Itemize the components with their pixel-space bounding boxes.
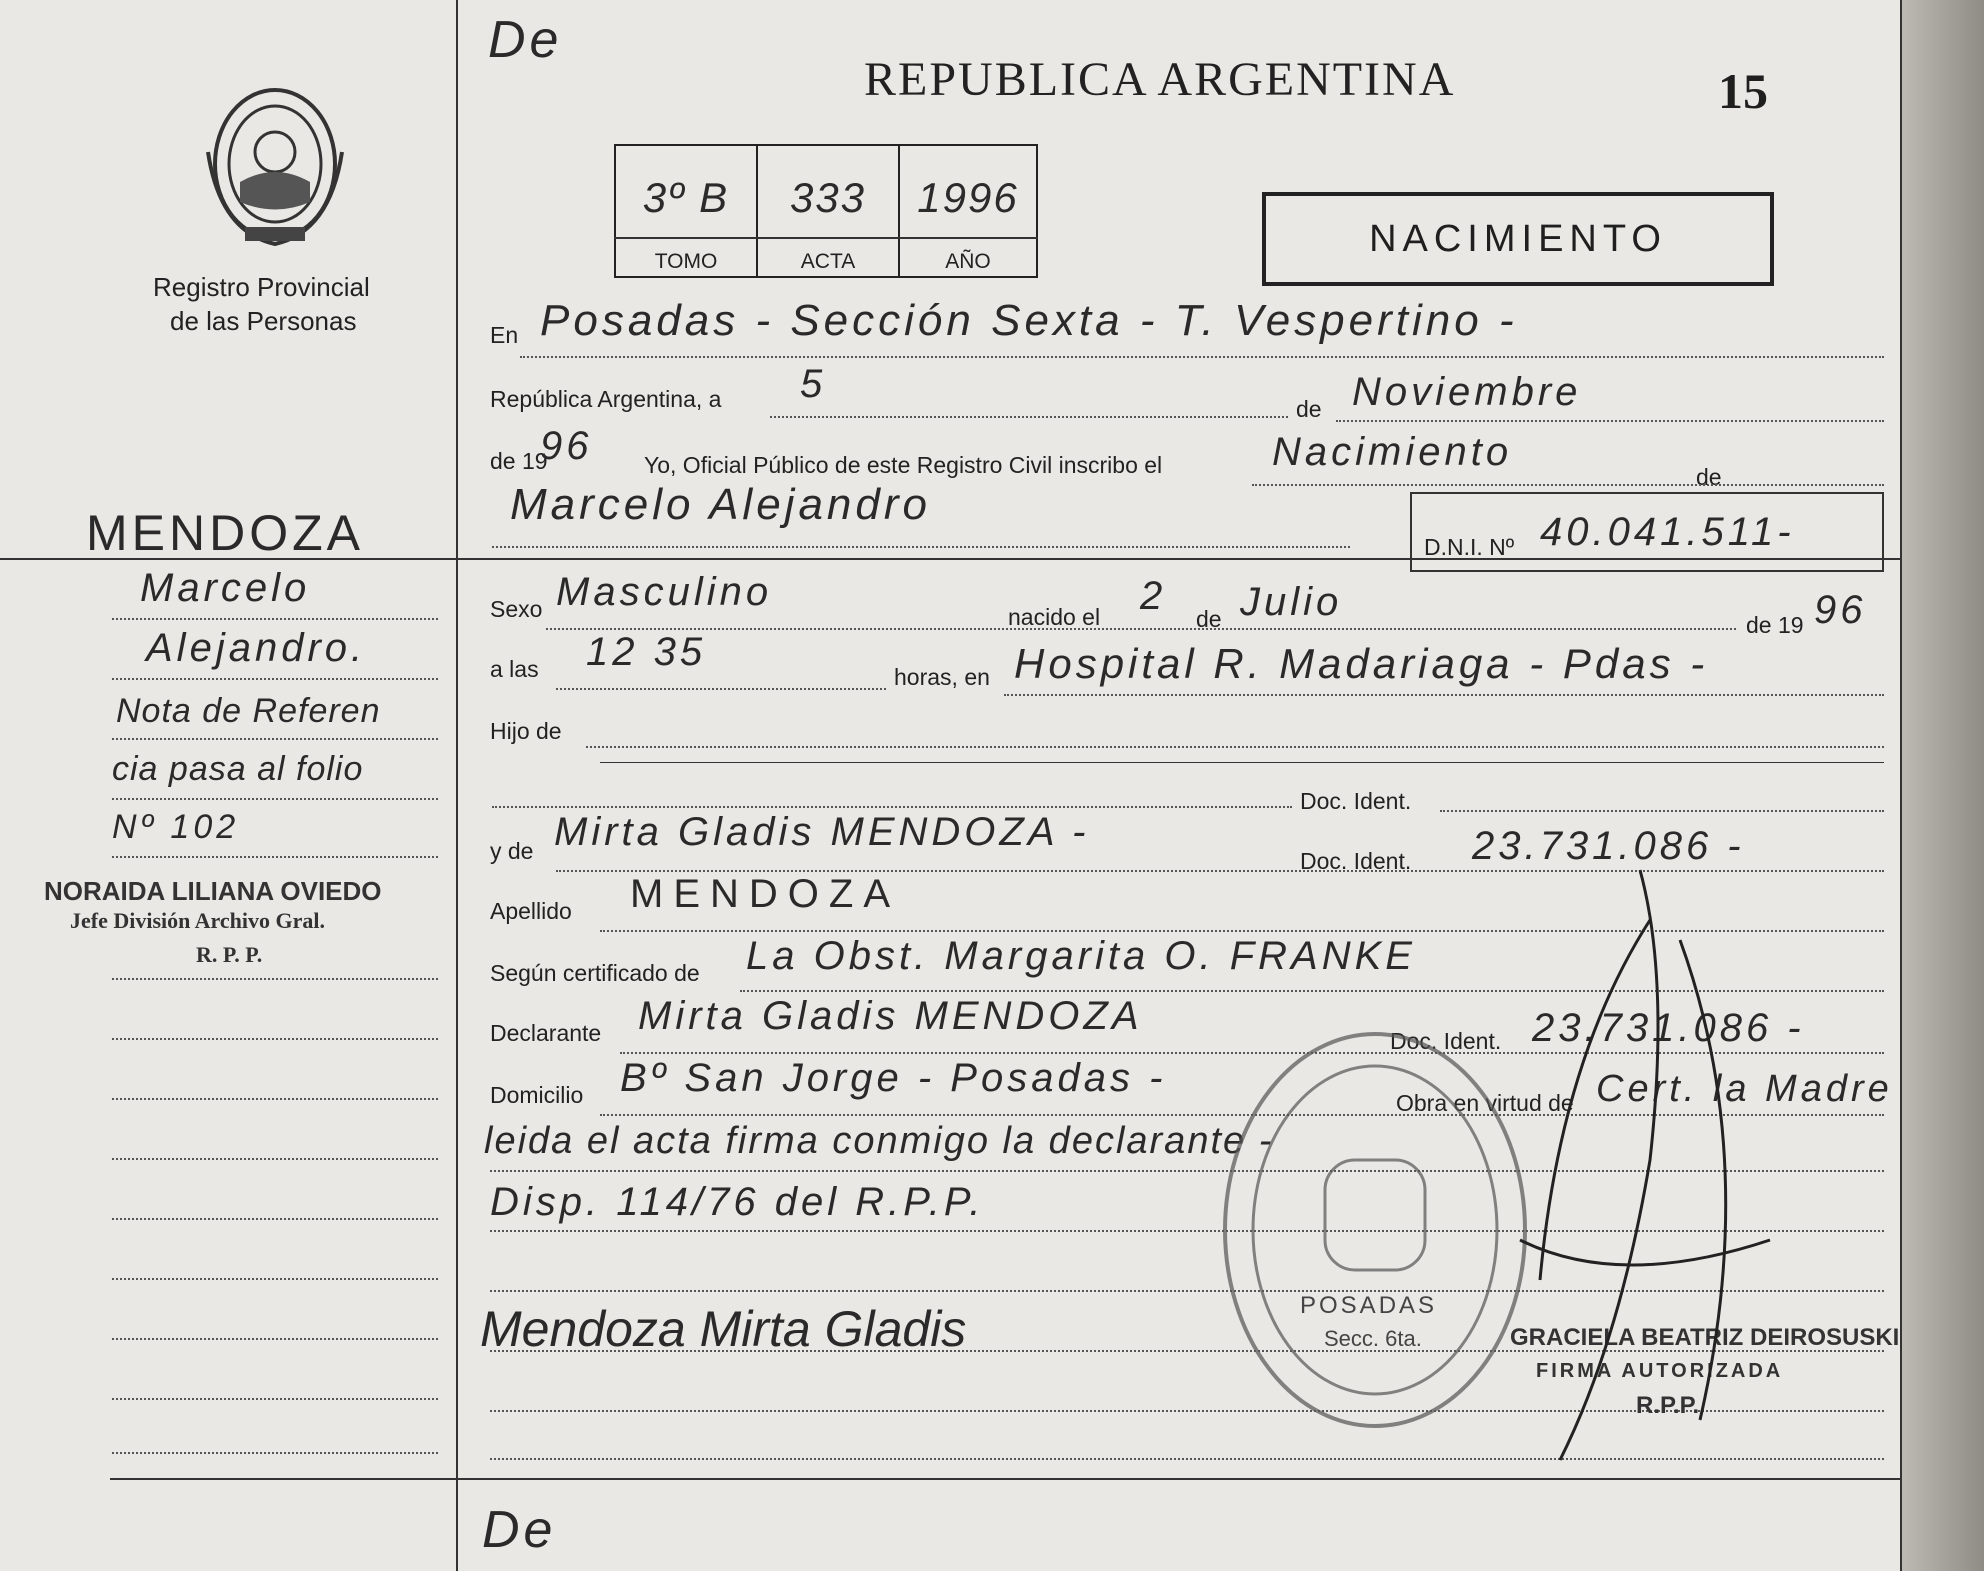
sidebar-line (112, 978, 438, 980)
birth-day-value: 2 (1140, 574, 1167, 618)
sidebar-note-1: Nota de Referen (116, 692, 381, 730)
doc-ident-label-2: Doc. Ident. (1300, 848, 1412, 874)
form-note-2: Disp. 114/76 del R.P.P. (490, 1180, 985, 1224)
apellido-value: MENDOZA (630, 872, 900, 916)
sidebar-line (112, 1038, 438, 1040)
declarante-doc-value: 23.731.086 - (1532, 1006, 1805, 1050)
hijo-line (586, 746, 1884, 748)
de19-label: de 19 (490, 448, 548, 474)
birth-year-value: 96 (1814, 588, 1867, 632)
domicilio-label: Domicilio (490, 1082, 584, 1108)
right-border (1900, 0, 1902, 1571)
stamp-section: Secc. 6ta. (1324, 1326, 1422, 1351)
sidebar-line (112, 618, 438, 620)
declarante-label: Declarante (490, 1020, 602, 1046)
en-value: Posadas - Sección Sexta - T. Vespertino - (540, 296, 1518, 345)
sidebar-line (112, 1452, 438, 1454)
sidebar-line (112, 1338, 438, 1340)
corner-mark-top: De (488, 11, 563, 69)
sidebar-line (112, 1098, 438, 1100)
horas-label: horas, en (894, 664, 990, 690)
domicilio-value: Bº San Jorge - Posadas - (620, 1056, 1167, 1100)
sidebar-official-org: R. P. P. (196, 942, 263, 967)
de-label: de (1296, 396, 1322, 422)
father-line (492, 806, 1292, 808)
record-type-label: NACIMIENTO (1369, 217, 1667, 260)
de19-label-2: de 19 (1746, 612, 1804, 638)
en-label: En (490, 322, 519, 348)
month-value: Noviembre (1352, 370, 1582, 414)
official-stamp-name: GRACIELA BEATRIZ DEIROSUSKI (1510, 1324, 1900, 1351)
nacido-label: nacido el (1008, 604, 1101, 630)
sexo-label: Sexo (490, 596, 543, 622)
acta-value: 333 (789, 174, 867, 221)
obra-label: Obra en virtud de (1396, 1090, 1574, 1116)
obra-value: Cert. la Madre (1596, 1068, 1893, 1110)
doc-ident-label-3: Doc. Ident. (1390, 1028, 1502, 1054)
en-line (520, 356, 1884, 358)
institution-line-2: de las Personas (170, 306, 357, 336)
republica-label: República Argentina, a (490, 386, 722, 412)
mother-doc-value: 23.731.086 - (1472, 824, 1745, 868)
sidebar-note-3: Nº 102 (112, 808, 240, 846)
birth-month-value: Julio (1240, 580, 1343, 624)
page-edge-shadow (1902, 0, 1984, 1571)
mother-value: Mirta Gladis MENDOZA - (554, 810, 1090, 854)
province-seal-icon (200, 82, 350, 252)
sidebar-line (112, 1158, 438, 1160)
yo-label: Yo, Oficial Público de este Registro Civil inscribo el (644, 452, 1163, 478)
tomo-label: TOMO (654, 250, 718, 273)
place-value: Hospital R. Madariaga - Pdas - (1014, 640, 1709, 687)
place-line (1004, 694, 1884, 696)
sidebar-line (112, 1218, 438, 1220)
dni-label: D.N.I. Nº (1424, 534, 1515, 560)
declarante-signature: Mendoza Mirta Gladis (480, 1301, 967, 1357)
form-note-1: leida el acta firma conmigo la declarante - (484, 1120, 1274, 1162)
name-line (492, 546, 1350, 548)
yde-label: y de (490, 838, 534, 864)
sidebar-note-2: cia pasa al folio (112, 750, 364, 788)
page-number: 15 (1718, 63, 1768, 119)
hijo-label: Hijo de (490, 718, 562, 744)
ano-value: 1996 (917, 174, 1019, 221)
de-label-2: de (1696, 464, 1722, 490)
day-value: 5 (800, 362, 827, 406)
hijo-blank-line (600, 762, 1884, 763)
father-doc-line (1440, 810, 1884, 812)
sexo-value: Masculino (556, 570, 773, 614)
sidebar-surname: MENDOZA (86, 505, 364, 561)
sexo-line (546, 628, 1736, 630)
official-signature-icon (1500, 860, 1800, 1480)
hour-value: 12 35 (586, 630, 707, 674)
country-title: REPUBLICA ARGENTINA (864, 53, 1456, 106)
sidebar-given-name-1: Marcelo (140, 566, 311, 610)
sidebar-given-name-2: Alejandro. (146, 626, 367, 670)
hour-line (556, 688, 886, 690)
sidebar-line (112, 738, 438, 740)
acta-label: ACTA (800, 250, 856, 273)
year-value: 96 (540, 424, 593, 468)
left-column-divider (456, 0, 458, 1571)
record-type-box (1262, 192, 1774, 286)
sidebar-official-name: NORAIDA LILIANA OVIEDO (44, 876, 382, 906)
official-stamp-title: FIRMA AUTORIZADA (1536, 1360, 1784, 1382)
ano-label: AÑO (945, 250, 991, 273)
institution-line-1: Registro Provincial (153, 272, 370, 302)
official-round-stamp-icon (1210, 1020, 1540, 1440)
stamp-city: POSADAS (1300, 1292, 1438, 1319)
de-label-3: de (1196, 606, 1222, 632)
sidebar-line (112, 798, 438, 800)
record-box-divider (614, 237, 1038, 239)
dni-value: 40.041.511- (1540, 510, 1795, 554)
segun-value: La Obst. Margarita O. FRANKE (746, 934, 1416, 978)
segun-label: Según certificado de (490, 960, 700, 986)
sidebar-line (112, 856, 438, 858)
alas-label: a las (490, 656, 539, 682)
inscribo-value: Nacimiento (1272, 430, 1513, 474)
tomo-value: 3º B (642, 174, 730, 221)
name-value: Marcelo Alejandro (510, 480, 931, 529)
declarante-value: Mirta Gladis MENDOZA (638, 994, 1143, 1038)
doc-ident-label: Doc. Ident. (1300, 788, 1412, 814)
corner-mark-bottom: De (482, 1501, 557, 1559)
sidebar-line (112, 1398, 438, 1400)
apellido-label: Apellido (490, 898, 572, 924)
sidebar-line (112, 678, 438, 680)
acta-cell (756, 144, 900, 278)
sidebar-official-title: Jefe División Archivo Gral. (70, 908, 326, 933)
inscribo-line (1252, 484, 1884, 486)
ano-cell (898, 144, 1038, 278)
sidebar-line (112, 1278, 438, 1280)
tomo-cell (614, 144, 758, 278)
day-line (770, 416, 1288, 418)
month-line (1336, 420, 1884, 422)
official-stamp-org: R.P.P. (1636, 1392, 1700, 1419)
